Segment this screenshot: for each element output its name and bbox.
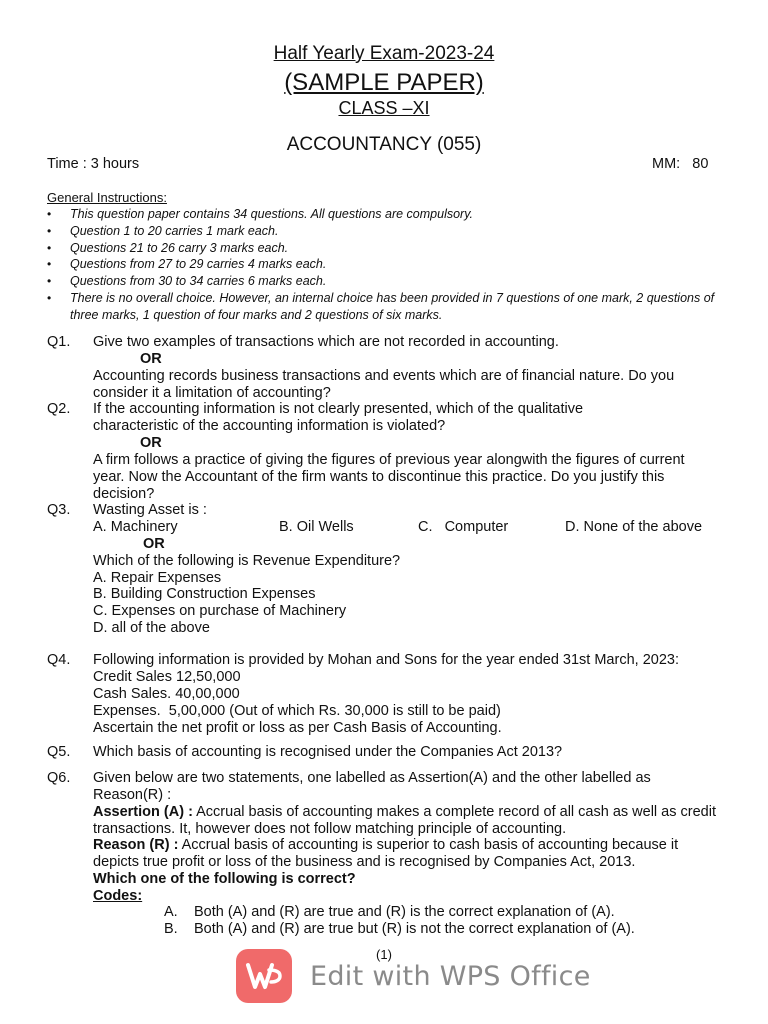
q4-line: Cash Sales. 40,00,000 xyxy=(93,686,240,702)
q3-alt-option-d: D. all of the above xyxy=(93,620,210,636)
q3-alt-text: Which of the following is Revenue Expenditure? xyxy=(93,553,401,569)
q6-codes-label: Codes: xyxy=(93,888,143,904)
bullet-icon: • xyxy=(47,207,52,221)
q6-text: Given below are two statements, one labelled as Assertion(A) and the other labelled as Reason(R) : xyxy=(93,770,651,803)
instruction-item: • Questions from 27 to 29 carries 4 marks each. xyxy=(47,257,327,272)
q5-number: Q5. xyxy=(47,744,71,760)
q3-option-a: A. Machinery xyxy=(93,519,178,535)
q3-option-c: C. Computer xyxy=(418,519,509,535)
wps-banner[interactable] xyxy=(236,949,591,1003)
q6-assertion xyxy=(93,804,723,838)
class-title: CLASS –XI xyxy=(338,98,430,118)
q3-alt-option-c: C. Expenses on purchase of Machinery xyxy=(93,603,347,619)
reason-text: Accrual basis of accounting is superior to cash basis of accounting because it depicts true profit or loss of the business and is recognised by Companies Act, 2013. xyxy=(93,837,679,870)
q1-alt-text: Accounting records business transactions and events which are of financial nature. Do you consider it a limitation of accounting? xyxy=(93,368,675,401)
q3-or: OR xyxy=(143,536,165,552)
q6-code-text: Both (A) and (R) are true but (R) is not the correct explanation of (A). xyxy=(194,921,635,937)
q1-number: Q1. xyxy=(47,334,71,350)
wps-banner-text: Edit with WPS Office xyxy=(310,960,591,992)
instruction-item: • There is no overall choice. However, an internal choice has been provided in 7 questions of one mark, 2 questions of three marks, 1 question of four marks and 2 questions of six marks. xyxy=(47,290,715,322)
assertion-text: Accrual basis of accounting makes a complete record of all cash as well as credit transactions. It, however does not follow matching principle of accounting. xyxy=(93,804,716,837)
page-number: (1) xyxy=(376,947,392,962)
q4-number: Q4. xyxy=(47,652,71,668)
assertion-label: Assertion (A) : xyxy=(93,804,193,820)
q3-alt-option-a: A. Repair Expenses xyxy=(93,570,222,586)
q3-option-b: B. Oil Wells xyxy=(279,519,354,535)
bullet-icon: • xyxy=(47,274,52,289)
q2-number: Q2. xyxy=(47,401,71,417)
q2-text: If the accounting information is not clearly presented, which of the qualitative characteristic of the accounting information is violated? xyxy=(93,401,584,434)
q6-code-letter: B. xyxy=(164,921,178,937)
q3-number: Q3. xyxy=(47,502,71,518)
q6-reason xyxy=(93,837,723,871)
paper-title: (SAMPLE PAPER) xyxy=(284,69,484,96)
q4-text: Following information is provided by Mohan and Sons for the year ended 31st March, 2023: xyxy=(93,652,679,668)
reason-label: Reason (R) : xyxy=(93,837,179,853)
max-marks: MM: 80 xyxy=(652,156,709,172)
q1-or: OR xyxy=(140,351,162,367)
instruction-item: • Question 1 to 20 carries 1 mark each. xyxy=(47,223,279,238)
q6-number: Q6. xyxy=(47,770,71,786)
q2-or: OR xyxy=(140,435,162,451)
instructions-heading: General Instructions: xyxy=(47,190,167,205)
q4-line: Expenses. 5,00,000 (Out of which Rs. 30,000 is still to be paid) xyxy=(93,703,501,719)
q1-text: Give two examples of transactions which are not recorded in accounting. xyxy=(93,334,559,350)
q6-prompt: Which one of the following is correct? xyxy=(93,871,356,887)
instruction-item: • This question paper contains 34 questions. All questions are compulsory. xyxy=(47,207,474,221)
q3-text: Wasting Asset is : xyxy=(93,502,207,518)
q2-alt-text: A firm follows a practice of giving the figures of previous year alongwith the figures of current year. Now the Accountant of the firm wants to discontinue this practice. Do you justify this decision? xyxy=(93,452,685,502)
bullet-icon: • xyxy=(47,240,52,255)
q4-line: Credit Sales 12,50,000 xyxy=(93,669,241,685)
bullet-icon: • xyxy=(47,290,52,305)
instruction-item: • Questions 21 to 26 carry 3 marks each. xyxy=(47,240,289,255)
time-label: Time : 3 hours xyxy=(47,156,140,172)
q5-text: Which basis of accounting is recognised under the Companies Act 2013? xyxy=(93,744,563,760)
instructions-list xyxy=(47,206,727,324)
q3-option-d: D. None of the above xyxy=(565,519,703,535)
bullet-icon: • xyxy=(47,223,52,238)
q3-alt-option-b: B. Building Construction Expenses xyxy=(93,586,316,602)
subject-title: ACCOUNTANCY (055) xyxy=(286,134,482,155)
exam-title: Half Yearly Exam-2023-24 xyxy=(273,43,495,64)
q6-code-letter: A. xyxy=(164,904,178,920)
wps-logo-icon xyxy=(236,949,292,1003)
q4-line: Ascertain the net profit or loss as per Cash Basis of Accounting. xyxy=(93,720,502,736)
bullet-icon: • xyxy=(47,257,52,272)
instruction-item: • Questions from 30 to 34 carries 6 marks each. xyxy=(47,274,327,289)
q6-code-text: Both (A) and (R) are true and (R) is the correct explanation of (A). xyxy=(194,904,615,920)
